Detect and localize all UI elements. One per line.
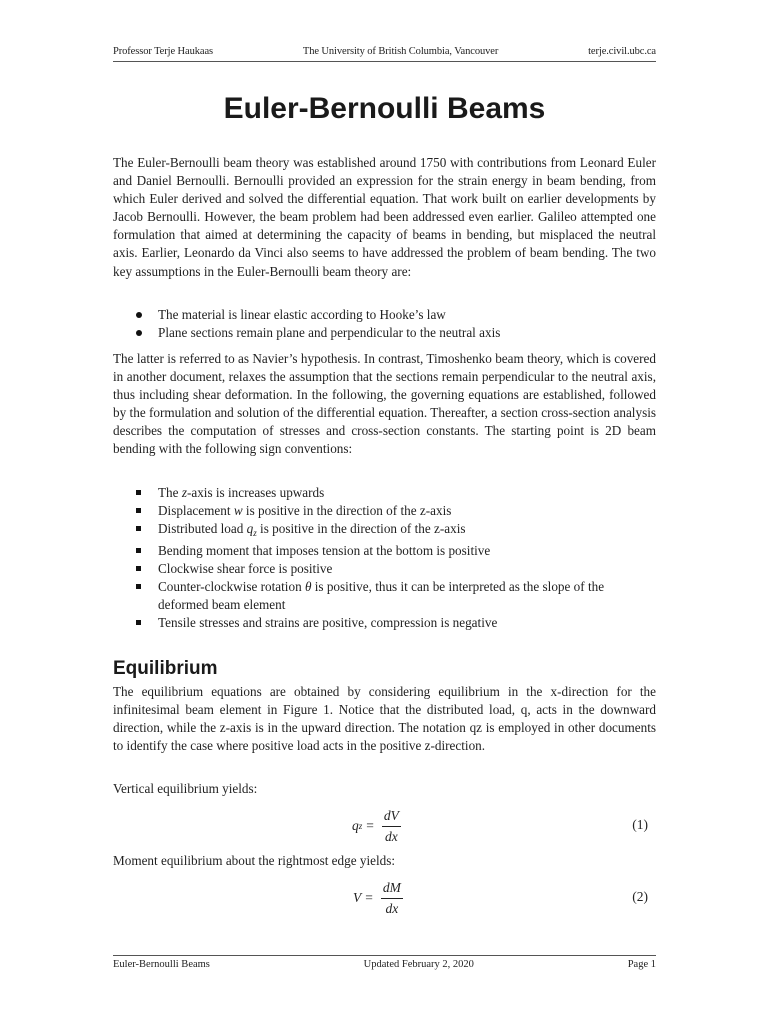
convention-symbol: w <box>233 503 243 518</box>
section-heading-container <box>113 658 656 680</box>
navier-paragraph-container <box>113 350 656 459</box>
eq1-lhs: q <box>352 818 359 833</box>
bullet-square-icon <box>136 584 141 589</box>
eq2-fraction-bar <box>381 898 403 899</box>
convention-text-tail: is positive in the direction of the z-axis <box>242 503 452 518</box>
page-header <box>113 46 656 57</box>
convention-text: Clockwise shear force is positive <box>158 561 333 576</box>
sign-convention-item <box>113 502 656 520</box>
bullet-square-icon <box>136 508 141 513</box>
moment-equilibrium-label: Moment equilibrium about the rightmost edge yields: <box>113 853 396 868</box>
eq1-numerator: dV <box>383 807 399 823</box>
bullet-square-icon <box>136 526 141 531</box>
eq1-fraction <box>382 808 401 845</box>
eq1-lhs-sub: z <box>358 821 363 831</box>
header-institution: The University of British Columbia, Vancouver <box>302 46 499 57</box>
assumptions-list <box>113 306 656 342</box>
assumption-item <box>113 324 656 342</box>
eq2-lhs: V <box>353 890 362 905</box>
sign-convention-item <box>113 484 656 502</box>
sign-convention-item <box>113 520 656 542</box>
convention-text: Tensile stresses and strains are positive, compression is negative <box>158 615 498 630</box>
footer-page-number: Page 1 <box>627 959 656 970</box>
navier-paragraph: The latter is referred to as Navier’s hypothesis. In contrast, Timoshenko beam theory, which is covered in another document, relaxes the assumption that the sections remain perpendicular to the neutral axis, thus including shear deformation. In the following, the governing equations are established, followed by the formulation and solution of the differential equation. Thereafter, a section cross-section analysis describes the computation of stresses and cross-section constants. The starting point is 2D beam bending with the following sign conventions: <box>113 351 656 457</box>
bullet-square-icon <box>136 620 141 625</box>
sign-convention-item <box>113 578 656 614</box>
document-title: Euler-Bernoulli Beams <box>223 92 546 125</box>
header-website: terje.civil.ubc.ca <box>588 46 656 57</box>
section-heading: Equilibrium <box>113 658 218 679</box>
eq2-fraction <box>381 880 403 917</box>
vertical-equilibrium-label: Vertical equilibrium yields: <box>113 781 258 796</box>
eq1-fraction-bar <box>382 826 401 827</box>
equation-2 <box>113 876 656 920</box>
vertical-label-container <box>113 780 656 798</box>
footer-updated-date: Updated February 2, 2020 <box>363 959 474 970</box>
equation-1 <box>113 804 656 848</box>
convention-text: Bending moment that imposes tension at the bottom is positive <box>158 543 491 558</box>
header-author: Professor Terje Haukaas <box>113 46 213 57</box>
sign-conventions-container <box>113 484 656 632</box>
convention-text-tail: is positive in the direction of the z-axis <box>256 521 466 536</box>
eq2-denominator: dx <box>385 900 399 916</box>
convention-text-tail: is positive, thus it can be interpreted as the slope of the deformed beam element <box>158 579 605 612</box>
sign-convention-item <box>113 560 656 578</box>
assumption-text: The material is linear elastic according to Hooke’s law <box>158 307 446 322</box>
footer-rule <box>113 955 656 956</box>
bullet-square-icon <box>136 490 141 495</box>
convention-text: Displacement <box>158 503 234 518</box>
intro-paragraph-container <box>113 154 656 281</box>
convention-symbol: θ <box>304 579 312 594</box>
bullet-dot-icon <box>136 330 142 336</box>
assumption-text: Plane sections remain plane and perpendicular to the neutral axis <box>158 325 501 340</box>
equilibrium-paragraph: The equilibrium equations are obtained by considering equilibrium in the x-direction for the infinitesimal beam element in Figure 1. Notice that the distributed load, q, acts in the downward direction, while the z-axis is in the upward direction. The notation qz is employed in other documents to identify the case where positive load acts in the positive z-direction. <box>113 684 656 754</box>
equation-2-number: (2) <box>632 889 648 904</box>
convention-symbol: q <box>246 521 254 536</box>
convention-text: The <box>158 485 182 500</box>
moment-label-container <box>113 852 656 870</box>
equilibrium-paragraph-container <box>113 683 656 755</box>
sign-convention-item <box>113 614 656 632</box>
bullet-square-icon <box>136 566 141 571</box>
equation-1-number: (1) <box>632 817 648 832</box>
convention-symbol-subscript: z <box>253 528 257 538</box>
convention-symbol: z <box>181 485 187 500</box>
equation-1-math <box>352 804 401 848</box>
eq2-numerator: dM <box>382 879 401 895</box>
sign-conventions-list <box>113 484 656 632</box>
eq1-denominator: dx <box>385 828 398 844</box>
convention-text-tail: -axis is increases upwards <box>186 485 325 500</box>
sign-convention-item <box>113 542 656 560</box>
footer-title: Euler-Bernoulli Beams <box>113 959 210 970</box>
assumptions-list-container <box>113 306 656 342</box>
convention-text: Distributed load <box>158 521 247 536</box>
eq2-equals: = <box>365 890 373 905</box>
assumption-item <box>113 306 656 324</box>
convention-text: Counter-clockwise rotation <box>158 579 305 594</box>
header-rule <box>113 61 656 62</box>
intro-paragraph: The Euler-Bernoulli beam theory was established around 1750 with contributions from Leonard Euler and Daniel Bernoulli. Bernoulli provided an expression for the strain energy in beam bending, from which Euler derived and solved the differential equation. That work built on earlier developments by Jacob Bernoulli. However, the beam problem had been addressed even earlier. Galileo attempted one formulation that aimed at determining the capacity of beams in bending, but misplaced the neutral axis. Earlier, Leonardo da Vinci also seems to have addressed the problem of beam bending. The two key assumptions in the Euler-Bernoulli beam theory are: <box>113 155 656 279</box>
bullet-square-icon <box>136 548 141 553</box>
page-footer <box>113 959 656 970</box>
equation-2-math <box>353 876 403 920</box>
bullet-dot-icon <box>136 312 142 318</box>
eq1-equals: = <box>366 818 374 833</box>
